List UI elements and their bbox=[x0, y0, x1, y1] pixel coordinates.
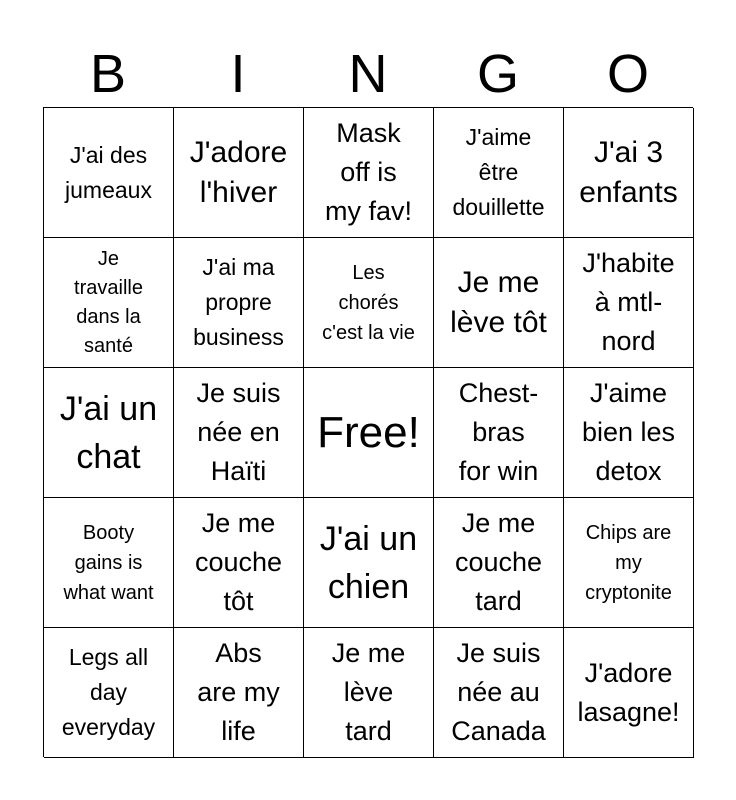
cell-text: J'ai des jumeaux bbox=[65, 141, 152, 203]
bingo-cell-o5[interactable] bbox=[564, 628, 694, 758]
cell-text: J'habite à mtl- nord bbox=[582, 248, 675, 356]
cell-text: Free! bbox=[317, 407, 420, 457]
cell-text: Mask off is my fav! bbox=[324, 118, 412, 226]
cell-text: Legs all day everyday bbox=[61, 644, 156, 740]
bingo-header bbox=[43, 40, 693, 108]
cell-text: J'ai ma propre business bbox=[193, 254, 284, 350]
bingo-cell-i1[interactable] bbox=[174, 108, 304, 238]
cell-text: J'adore lasagne! bbox=[577, 657, 680, 727]
bingo-cell-g3[interactable] bbox=[434, 368, 564, 498]
cell-text: Je suis née en Haïti bbox=[196, 378, 281, 486]
bingo-cell-i5[interactable] bbox=[174, 628, 304, 758]
bingo-cell-g4[interactable] bbox=[434, 498, 564, 628]
bingo-cell-o1[interactable] bbox=[564, 108, 694, 238]
header-letter-n: N bbox=[348, 44, 388, 104]
header-letter-g: G bbox=[476, 44, 519, 104]
cell-text: Chest- bras for win bbox=[458, 378, 539, 486]
header-letter-o: O bbox=[606, 44, 649, 104]
cell-text: J'aime bien les detox bbox=[581, 378, 676, 486]
cell-text: Je travaille dans la santé bbox=[74, 247, 143, 357]
bingo-cell-g2[interactable] bbox=[434, 238, 564, 368]
bingo-cell-n1[interactable] bbox=[304, 108, 434, 238]
bingo-cell-i2[interactable] bbox=[174, 238, 304, 368]
cell-text: Abs are my life bbox=[197, 638, 280, 746]
cell-text: Je me lève tard bbox=[331, 638, 406, 746]
cell-text: J'ai un chat bbox=[59, 389, 158, 476]
bingo-cell-b2[interactable] bbox=[44, 238, 174, 368]
cell-text: Je me couche tôt bbox=[194, 508, 283, 616]
bingo-cell-o4[interactable] bbox=[564, 498, 694, 628]
bingo-cell-g1[interactable] bbox=[434, 108, 564, 238]
header-letter-b: B bbox=[89, 44, 127, 104]
bingo-cell-n4[interactable] bbox=[304, 498, 434, 628]
bingo-cell-i3[interactable] bbox=[174, 368, 304, 498]
cell-text: Je me couche tard bbox=[454, 508, 543, 616]
bingo-cell-b3[interactable] bbox=[44, 368, 174, 498]
bingo-cell-n2[interactable] bbox=[304, 238, 434, 368]
header-letter-i: I bbox=[230, 44, 246, 104]
cell-text: J'adore l'hiver bbox=[189, 135, 288, 209]
cell-text: J'ai un chien bbox=[319, 519, 418, 606]
bingo-card-grid bbox=[43, 107, 693, 757]
cell-text: Chips are my cryptonite bbox=[585, 521, 672, 604]
cell-text: Booty gains is what want bbox=[63, 521, 154, 604]
bingo-cell-b4[interactable] bbox=[44, 498, 174, 628]
cell-text: Les chorés c'est la vie bbox=[322, 261, 415, 344]
cell-text: Je me lève tôt bbox=[450, 265, 547, 339]
bingo-cell-o3[interactable] bbox=[564, 368, 694, 498]
bingo-cell-b5[interactable] bbox=[44, 628, 174, 758]
bingo-cell-b1[interactable] bbox=[44, 108, 174, 238]
cell-text: Je suis née au Canada bbox=[451, 638, 546, 746]
bingo-cell-n5[interactable] bbox=[304, 628, 434, 758]
bingo-cell-free[interactable] bbox=[304, 368, 434, 498]
cell-text: J'ai 3 enfants bbox=[579, 135, 678, 209]
cell-text: J'aime être douillette bbox=[452, 124, 545, 220]
bingo-cell-g5[interactable] bbox=[434, 628, 564, 758]
bingo-cell-o2[interactable] bbox=[564, 238, 694, 368]
bingo-cell-i4[interactable] bbox=[174, 498, 304, 628]
